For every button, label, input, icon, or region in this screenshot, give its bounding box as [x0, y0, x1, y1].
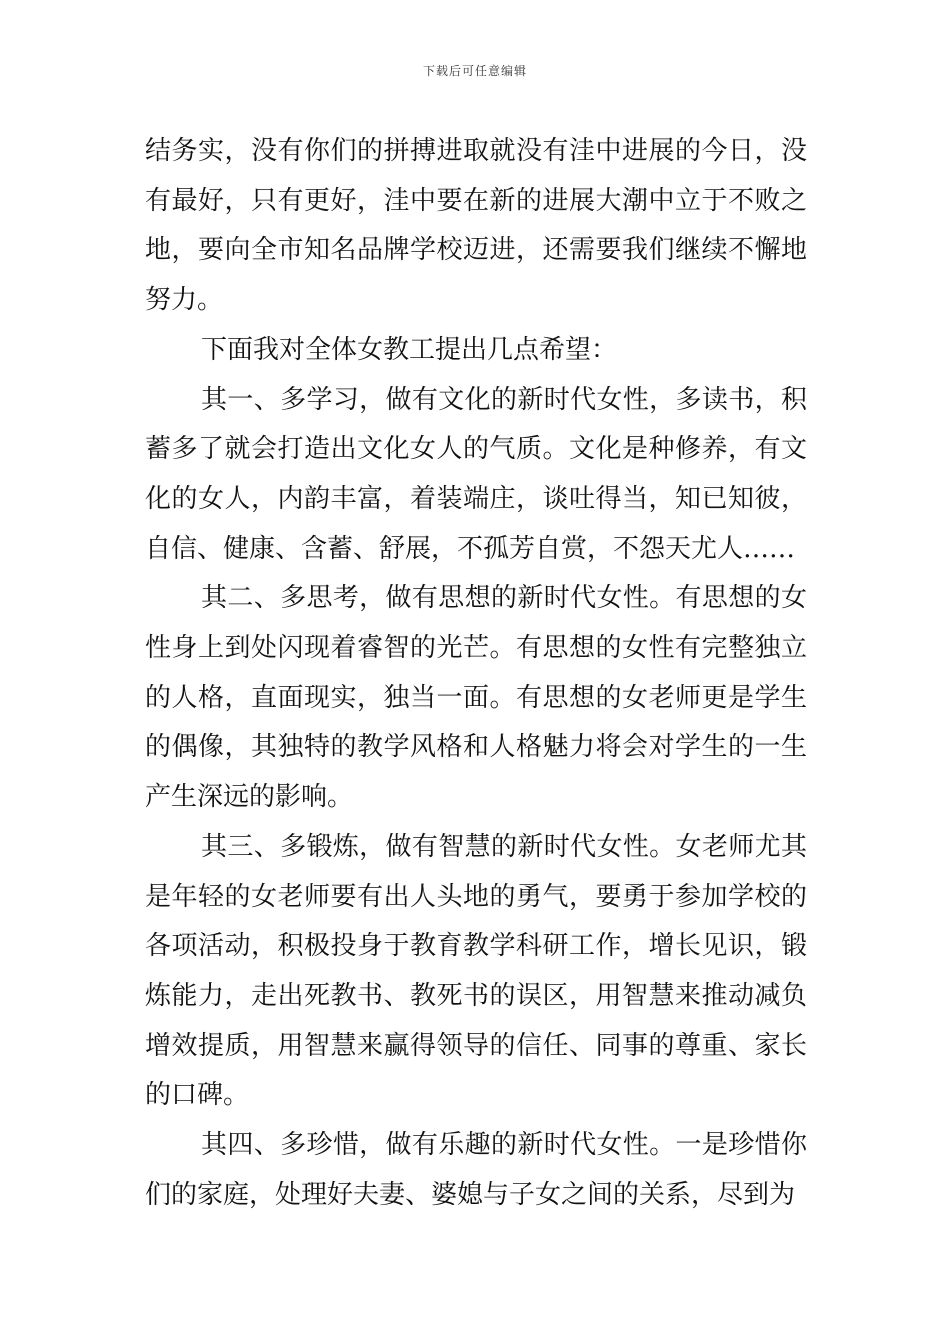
paragraph-point-one: 其一、多学习，做有文化的新时代女性，多读书，积蓄多了就会打造出文化女人的气质。文化是种修养，有文化的女人，内韵丰富，着装端庄，谈吐得当，知已知彼，自信、健康、含蓄、舒展，不孤芳自赏，不怨天尤人…… — [145, 384, 807, 564]
paragraph-point-four: 其四、多珍惜，做有乐趣的新时代女性。一是珍惜你们的家庭，处理好夫妻、婆媳与子女之间的关系，尽到为 — [145, 1130, 807, 1210]
paragraph-intro-hopes: 下面我对全体女教工提出几点希望： — [201, 334, 618, 365]
paragraph-continuation: 结务实，没有你们的拼搏进取就没有洼中进展的今日，没有最好，只有更好，洼中要在新的进展大潮中立于不败之地，要向全市知名品牌学校迈进，还需要我们继续不懈地努力。 — [145, 136, 807, 316]
document-body — [145, 127, 807, 1220]
paragraph-point-two: 其二、多思考，做有思想的新时代女性。有思想的女性身上到处闪现着睿智的光芒。有思想的女性有完整独立的人格，直面现实，独当一面。有思想的女老师更是学生的偶像，其独特的教学风格和人格魅力将会对学生的一生产生深远的影响。 — [145, 583, 807, 813]
paragraph-point-three: 其三、多锻炼，做有智慧的新时代女性。女老师尤其是年轻的女老师要有出人头地的勇气，要勇于参加学校的各项活动，积极投身于教育教学科研工作，增长见识，锻炼能力，走出死教书、教死书的误区，用智慧来推动减负增效提质，用智慧来赢得领导的信任、同事的尊重、家长的口碑。 — [145, 831, 807, 1111]
page-header-note: 下载后可任意编辑 — [422, 64, 527, 78]
